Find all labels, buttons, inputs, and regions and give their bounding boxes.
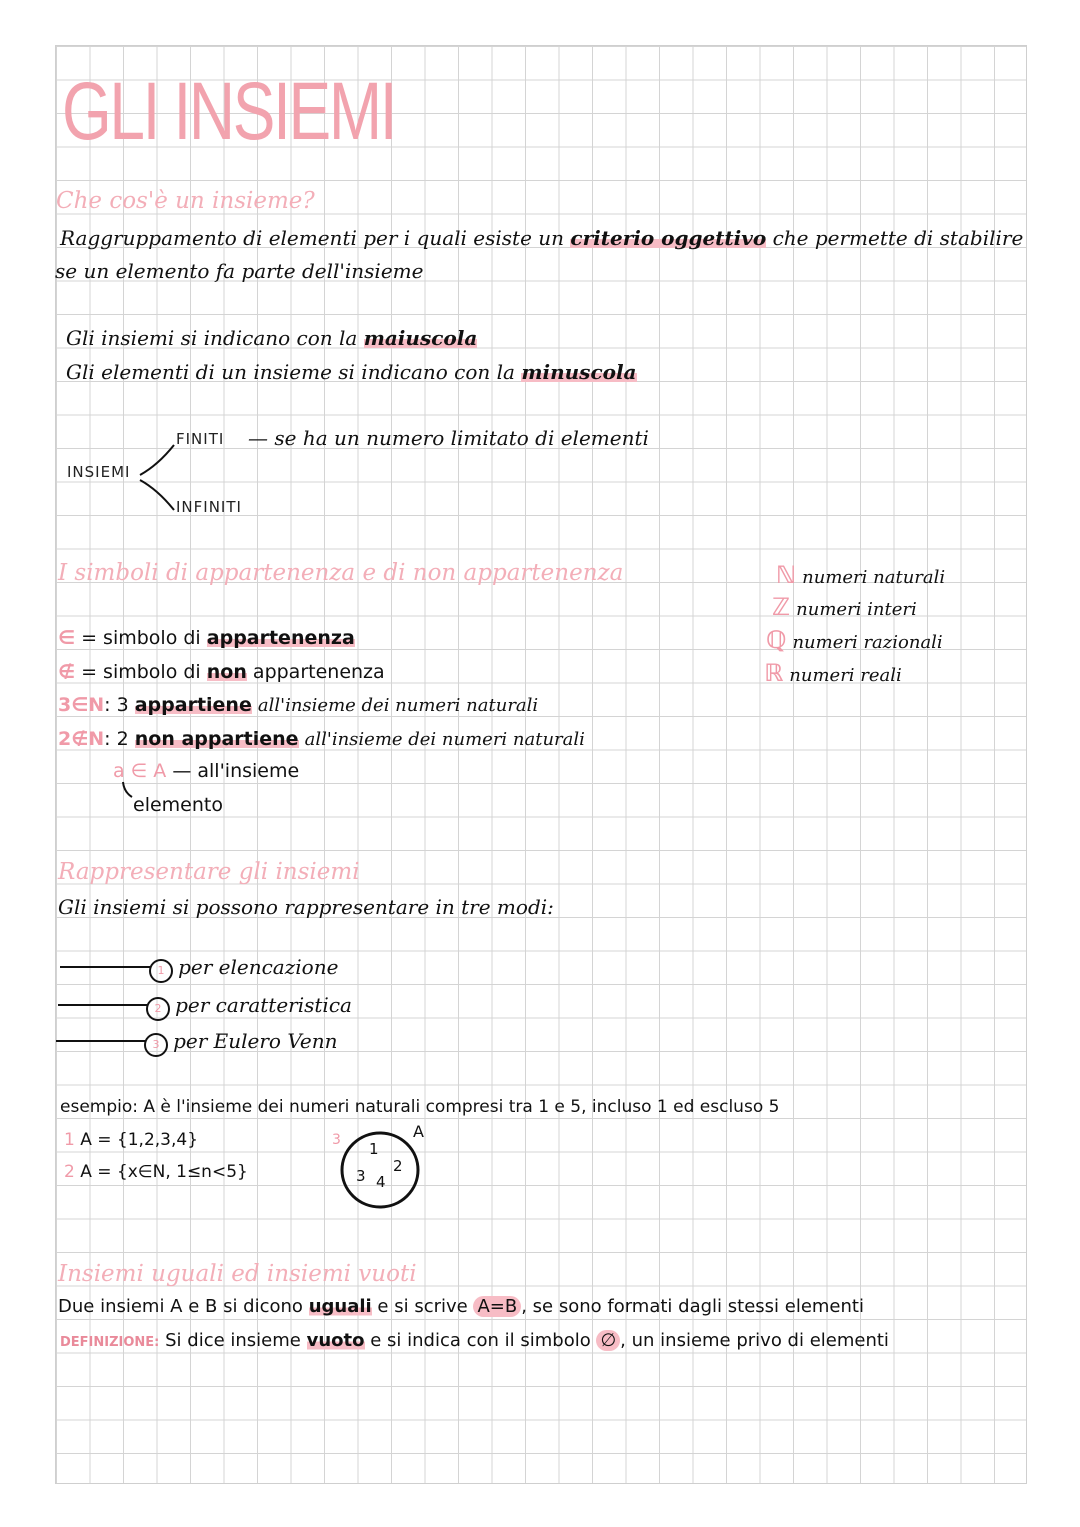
- bullet-uppercase: [66, 326, 477, 350]
- example-caratteristica: [64, 1162, 248, 1182]
- numset-reali: [764, 659, 902, 687]
- tree-root-insiemi: INSIEMI: [67, 463, 131, 481]
- definition-line-1: [60, 226, 1023, 250]
- tree-infiniti: INFINITI: [176, 498, 242, 516]
- text: numeri naturali: [802, 567, 946, 588]
- element-of-icon: ∈: [58, 627, 76, 649]
- example-3-in-n: [58, 694, 538, 716]
- highlight-vuoto: vuoto: [306, 1330, 365, 1351]
- text: all'insieme dei numeri naturali: [304, 729, 585, 750]
- empty-set-icon: ∅: [596, 1330, 620, 1351]
- text: A = {x∈N, 1≤n<5}: [80, 1162, 248, 1182]
- tree-finiti: FINITI: [176, 430, 225, 448]
- text: : 3: [104, 694, 129, 716]
- in-symbol-row: [58, 627, 355, 649]
- text: Si dice insieme: [165, 1330, 301, 1351]
- example-elencazione: [64, 1130, 198, 1150]
- venn-circle: [342, 1133, 418, 1207]
- highlight-appartiene: appartiene: [134, 694, 252, 716]
- text: che permette di stabilire: [772, 226, 1024, 250]
- text: = simbolo di: [81, 627, 201, 649]
- text: = simbolo di: [81, 661, 201, 683]
- rationals-icon: ℚ: [766, 626, 787, 654]
- integers-icon: ℤ: [772, 593, 791, 621]
- mode-line-2: [58, 1004, 148, 1006]
- tree-finiti-desc: — se ha un numero limitato di elementi: [248, 426, 649, 450]
- a-in-A-row: [113, 760, 299, 782]
- definition-label: DEFINIZIONE:: [60, 1335, 160, 1350]
- text: Gli elementi di un insieme si indicano con la: [66, 360, 515, 384]
- represent-intro: Gli insiemi si possono rappresentare in tre modi:: [58, 895, 554, 919]
- reals-icon: ℝ: [764, 659, 784, 687]
- text: Gli insiemi si indicano con la: [66, 326, 358, 350]
- not-element-of-icon: ∉: [58, 661, 76, 683]
- highlight-criterio: criterio oggettivo: [570, 226, 767, 250]
- mode-number-2: 2: [146, 997, 170, 1021]
- venn-item-4: 4: [376, 1173, 386, 1191]
- venn-item-1: 1: [369, 1140, 379, 1158]
- branch-upper: [140, 445, 174, 475]
- example-number-2: 2: [64, 1162, 75, 1182]
- branch-lower: [140, 480, 174, 510]
- highlight-non-appartiene: non appartiene: [134, 728, 299, 750]
- mode-3: [144, 1029, 338, 1057]
- highlight-uguali: uguali: [308, 1296, 372, 1317]
- definition-line-2: se un elemento fa parte dell'insieme: [55, 259, 424, 283]
- text: appartenenza: [252, 661, 385, 683]
- elemento-label: elemento: [133, 794, 223, 816]
- text: — all'insieme: [172, 760, 300, 782]
- text: numeri reali: [789, 665, 902, 686]
- numset-interi: [772, 593, 917, 621]
- mode-number-3: 3: [144, 1033, 168, 1057]
- example-symbol: 3∈N: [58, 694, 105, 716]
- venn-item-3: 3: [356, 1167, 366, 1185]
- arrow-to-elemento: [120, 780, 134, 800]
- mode-1: [149, 955, 338, 983]
- page-title: GLI INSIEMI: [62, 66, 396, 157]
- example-sentence: esempio: A è l'insieme dei numeri naturali compresi tra 1 e 5, incluso 1 ed escluso 5: [60, 1097, 780, 1117]
- text: numeri interi: [796, 599, 917, 620]
- highlight-maiuscola: maiuscola: [363, 326, 478, 350]
- venn-label: A: [413, 1122, 424, 1141]
- venn-item-2: 2: [393, 1157, 403, 1175]
- section-heading-symbols: I simboli di appartenenza e di non appartenenza: [58, 560, 624, 586]
- highlight-minuscola: minuscola: [521, 360, 637, 384]
- text: A = {1,2,3,4}: [80, 1130, 199, 1150]
- naturals-icon: ℕ: [776, 561, 797, 589]
- numset-naturali: [776, 561, 945, 589]
- example-2-notin-n: [58, 728, 585, 750]
- mode-label-3: per Eulero Venn: [173, 1029, 338, 1053]
- highlight-non: non: [206, 661, 247, 683]
- notin-symbol-row: [58, 661, 385, 683]
- bullet-lowercase: [66, 360, 637, 384]
- example-number-1: 1: [64, 1130, 75, 1150]
- mode-line-3: [56, 1040, 146, 1042]
- highlight-appartenenza: appartenenza: [206, 627, 355, 649]
- a-in-A-symbol: a ∈ A: [113, 760, 167, 782]
- text: Due insiemi A e B si dicono: [58, 1296, 303, 1317]
- text: numeri razionali: [792, 632, 943, 653]
- text: , se sono formati dagli stessi elementi: [521, 1296, 864, 1317]
- section-heading-represent: Rappresentare gli insiemi: [58, 859, 360, 885]
- example-symbol: 2∉N: [58, 728, 105, 750]
- equal-sets-line: [58, 1296, 864, 1317]
- text: all'insieme dei numeri naturali: [257, 695, 539, 716]
- venn-diagram: [338, 1130, 424, 1212]
- equality-formula: A=B: [473, 1296, 521, 1317]
- mode-2: [146, 993, 352, 1021]
- example-number-3: 3: [332, 1132, 341, 1148]
- mode-line-1: [60, 966, 150, 968]
- text: Raggruppamento di elementi per i quali esiste un: [60, 226, 565, 250]
- section-heading-what-is-set: Che cos'è un insieme?: [56, 188, 315, 214]
- mode-number-1: 1: [149, 959, 173, 983]
- mode-label-1: per elencazione: [178, 955, 339, 979]
- text: e si indica con il simbolo: [370, 1330, 591, 1351]
- numset-razionali: [766, 626, 943, 654]
- empty-set-line: [60, 1330, 889, 1351]
- text: , un insieme privo di elementi: [620, 1330, 889, 1351]
- mode-label-2: per caratteristica: [175, 993, 352, 1017]
- text: : 2: [104, 728, 129, 750]
- text: e si scrive: [377, 1296, 468, 1317]
- section-heading-equal-empty: Insiemi uguali ed insiemi vuoti: [58, 1261, 417, 1287]
